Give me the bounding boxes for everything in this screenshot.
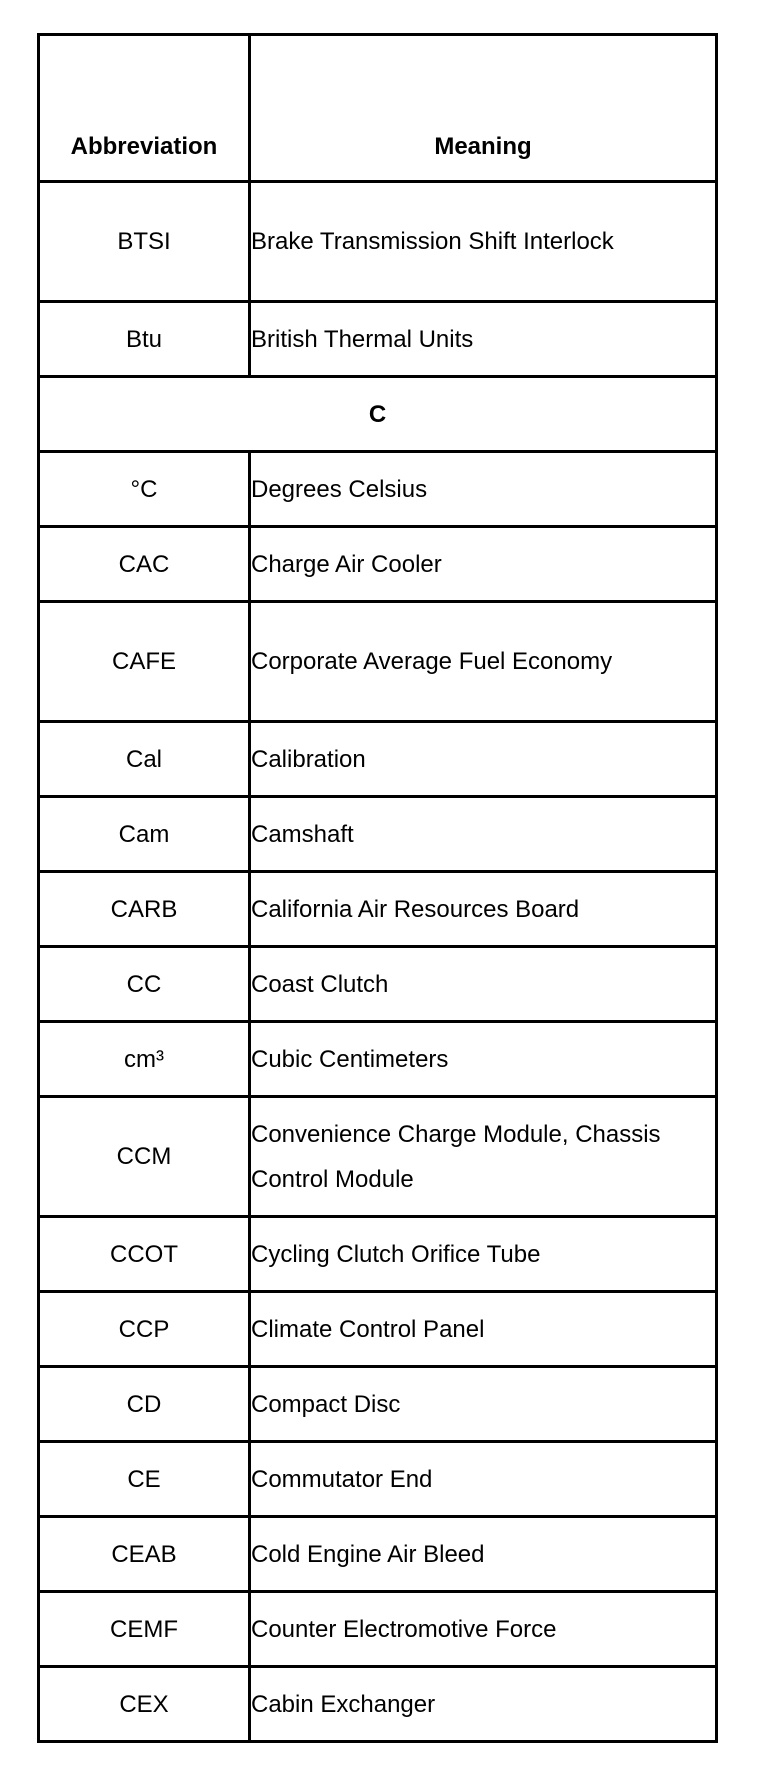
abbreviation-cell: °C	[39, 452, 250, 527]
meaning-cell: Compact Disc	[250, 1367, 717, 1442]
meaning-cell: Corporate Average Fuel Economy	[250, 602, 717, 722]
abbreviation-cell: Cam	[39, 797, 250, 872]
meaning-cell: Charge Air Cooler	[250, 527, 717, 602]
abbreviation-cell: CAC	[39, 527, 250, 602]
abbreviation-table-body	[39, 35, 717, 1742]
meaning-cell: Counter Electromotive Force	[250, 1592, 717, 1667]
table-row	[39, 302, 717, 377]
table-row	[39, 1217, 717, 1292]
abbreviation-cell: CEX	[39, 1667, 250, 1742]
meaning-cell: Cycling Clutch Orifice Tube	[250, 1217, 717, 1292]
table-row	[39, 527, 717, 602]
abbreviation-cell: CD	[39, 1367, 250, 1442]
abbreviation-table	[37, 33, 718, 1743]
table-row	[39, 1097, 717, 1217]
meaning-cell: Convenience Charge Module, Chassis Control Module	[250, 1097, 717, 1217]
abbreviation-cell: CC	[39, 947, 250, 1022]
table-row	[39, 1517, 717, 1592]
meaning-cell: Camshaft	[250, 797, 717, 872]
table-row	[39, 722, 717, 797]
abbreviation-cell: Cal	[39, 722, 250, 797]
table-row	[39, 947, 717, 1022]
meaning-cell: Coast Clutch	[250, 947, 717, 1022]
meaning-cell: California Air Resources Board	[250, 872, 717, 947]
table-row	[39, 1667, 717, 1742]
table-row	[39, 797, 717, 872]
abbreviation-cell: cm³	[39, 1022, 250, 1097]
abbreviation-cell: Btu	[39, 302, 250, 377]
abbreviation-cell: CAFE	[39, 602, 250, 722]
abbreviation-cell: CEMF	[39, 1592, 250, 1667]
table-row	[39, 1592, 717, 1667]
table-header-row	[39, 35, 717, 182]
table-row	[39, 452, 717, 527]
table-row	[39, 1292, 717, 1367]
abbreviation-cell: CEAB	[39, 1517, 250, 1592]
section-heading: C	[39, 377, 717, 452]
table-row	[39, 1442, 717, 1517]
meaning-cell: Cabin Exchanger	[250, 1667, 717, 1742]
meaning-cell: British Thermal Units	[250, 302, 717, 377]
table-row	[39, 1022, 717, 1097]
header-abbreviation-label: Abbreviation	[70, 133, 218, 160]
table-row	[39, 182, 717, 302]
abbreviation-cell: CCM	[39, 1097, 250, 1217]
abbreviation-cell: CARB	[39, 872, 250, 947]
abbreviation-cell: CE	[39, 1442, 250, 1517]
meaning-cell: Cold Engine Air Bleed	[250, 1517, 717, 1592]
table-row	[39, 1367, 717, 1442]
header-meaning: Meaning	[250, 35, 717, 182]
meaning-cell: Brake Transmission Shift Interlock	[250, 182, 717, 302]
header-abbreviation	[39, 35, 250, 182]
meaning-cell: Cubic Centimeters	[250, 1022, 717, 1097]
meaning-cell: Degrees Celsius	[250, 452, 717, 527]
meaning-cell: Calibration	[250, 722, 717, 797]
meaning-cell: Commutator End	[250, 1442, 717, 1517]
abbreviation-cell: CCOT	[39, 1217, 250, 1292]
table-row	[39, 872, 717, 947]
abbreviation-cell: BTSI	[39, 182, 250, 302]
table-row	[39, 602, 717, 722]
meaning-cell: Climate Control Panel	[250, 1292, 717, 1367]
section-row	[39, 377, 717, 452]
abbreviation-cell: CCP	[39, 1292, 250, 1367]
